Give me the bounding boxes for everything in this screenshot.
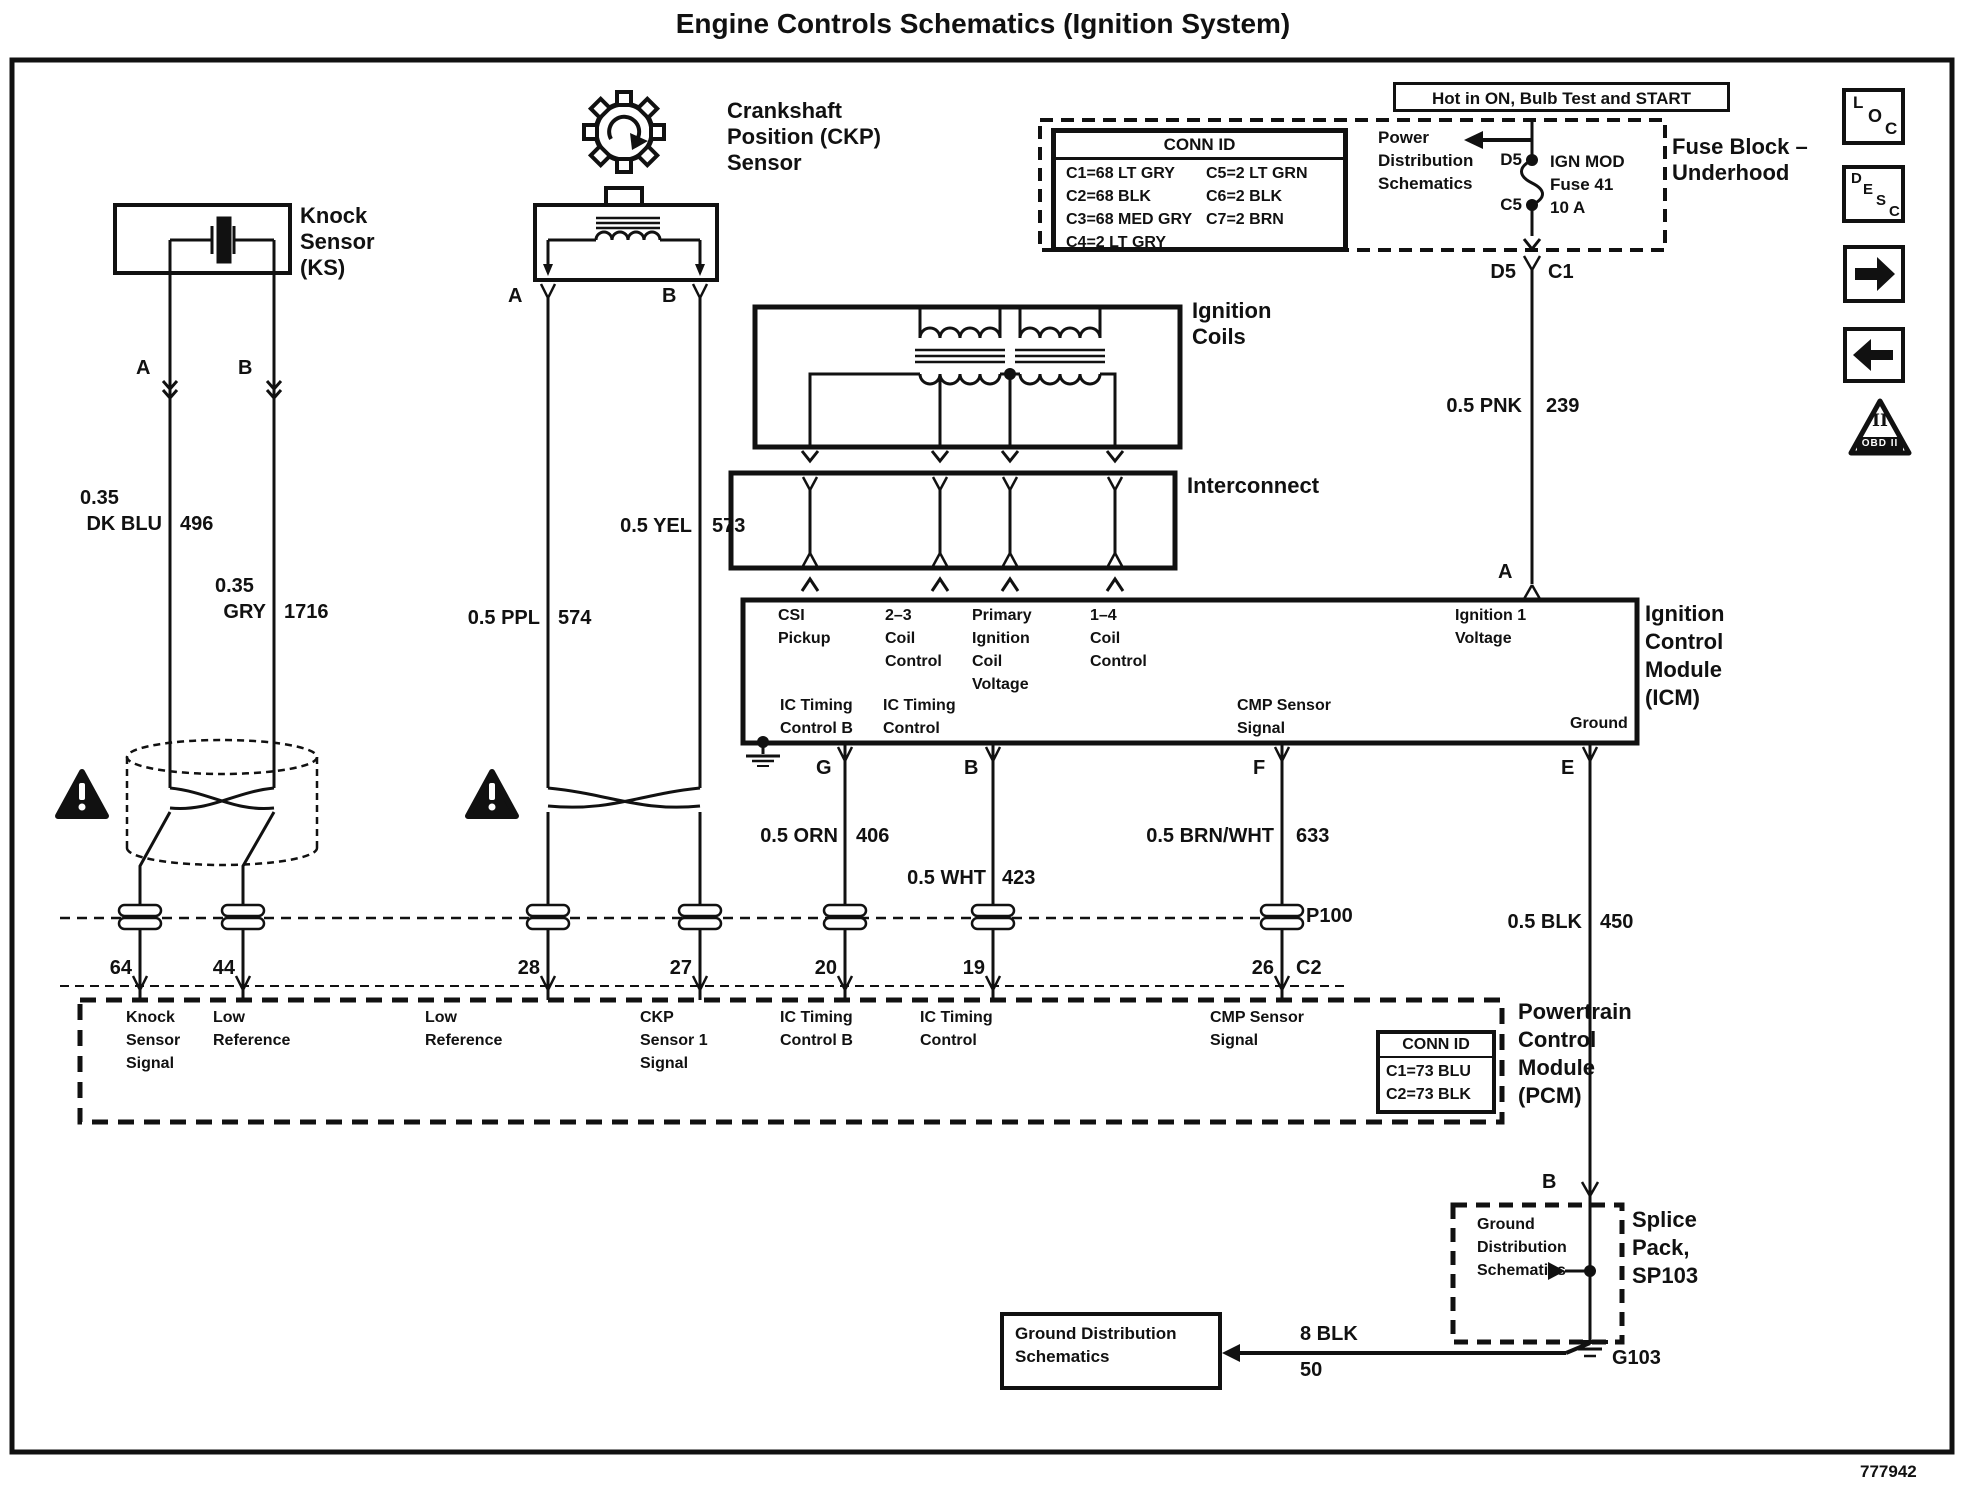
knock-sensor-label: Knock Sensor (KS) [300,203,375,280]
fuse-pin-c5: C5 [1500,195,1522,214]
interconnect-symbol [731,473,1175,591]
conn-id-col2: C5=2 LT GRN C6=2 BLK C7=2 BRN [1206,165,1308,228]
ignition-coils-symbol [755,307,1180,447]
desc-letter: C [1889,203,1900,220]
pcm-conn-id-rows: C1=73 BLU C2=73 BLK [1386,1063,1471,1103]
wire-yel-circuit: 573 [712,515,746,537]
pcm-pin-44: 44 [212,957,235,979]
pcm-name: Powertrain Control Module (PCM) [1518,999,1632,1108]
icm-ground-label: Ground [1570,715,1628,732]
pcm-knock-sensor-signal: Knock Sensor Signal [126,1009,181,1072]
icm-14-coil-control: 1–4 Coil Control [1090,607,1147,670]
desc-letter: E [1863,181,1874,198]
icm-pin-g: G [816,757,832,779]
wire-brnwht-label: 0.5 BRN/WHT [1146,825,1274,847]
warning-triangle-icon [58,772,106,816]
inline-connector-barrels [119,905,1303,929]
pcm-connector-c2: C2 [1296,957,1322,979]
icm-ic-timing-control-b: IC Timing Control B [780,697,853,737]
wire-gry-circuit: 1716 [284,601,329,623]
wire-blk-circuit: 450 [1600,911,1634,933]
g103-label: G103 [1612,1347,1661,1369]
icm-pin-e: E [1561,757,1575,779]
ckp-sensor-symbol [535,188,717,280]
pcm-pin-26: 26 [1251,957,1274,979]
reluctor-gear-icon [584,92,664,172]
warning-triangle-icon [468,772,516,816]
icm-pin-f: F [1253,757,1266,779]
loc-letter: C [1885,119,1898,138]
loc-letter: O [1868,106,1883,126]
power-distribution-ref: Power Distribution Schematics [1378,128,1474,193]
pcm-low-reference-1: Low Reference [213,1009,291,1049]
icm-pin-a: A [1498,561,1513,583]
pcm-pin-64: 64 [109,957,132,979]
obd2-badge [1848,398,1912,458]
splice-pack-name: Splice Pack, SP103 [1632,1207,1699,1288]
ground-distribution-box [1000,1312,1222,1390]
ckp-pin-connectors [541,284,707,298]
p100-connector-label: P100 [1306,905,1353,927]
wire-dkblu-color: DK BLU [86,513,162,535]
icm-pin-connectors [838,747,1597,761]
left-arrow-icon [1847,331,1901,379]
pcm-pin-20: 20 [814,957,837,979]
ground-distribution-label: Ground Distribution Schematics [1015,1324,1177,1366]
ckp-wires [548,298,700,1000]
wire-dkblu-size: 0.35 [80,487,119,509]
icm-cmp-sensor-signal: CMP Sensor Signal [1237,697,1331,737]
wire-blk-label: 0.5 BLK [1507,911,1582,933]
loc-nav-button[interactable] [1842,88,1905,145]
pcm-pin-19: 19 [962,957,985,979]
desc-letter: D [1851,170,1862,187]
wire-pnk-circuit: 239 [1546,395,1580,417]
ckp-pin-a: A [508,285,523,307]
knock-pin-a: A [136,357,151,379]
twisted-pair-ckp [548,788,700,807]
icm-primary-coil-voltage: Primary Ignition Coil Voltage [972,607,1032,693]
wire-orn-circuit: 406 [856,825,890,847]
pcm-pin-28: 28 [517,957,540,979]
pcm-ic-timing-control: IC Timing Control [920,1009,993,1049]
desc-letter: S [1876,192,1887,209]
wire-gry-color: GRY [223,601,266,623]
pcm-ckp-sensor1-signal: CKP Sensor 1 Signal [640,1009,708,1072]
pcm-pin-connectors [133,976,1289,990]
wire-dkblu-circuit: 496 [180,513,214,535]
coil-output-arrows [802,451,1123,461]
wire-pnk-label: 0.5 PNK [1446,395,1522,417]
icm-ignition1-voltage: Ignition 1 Voltage [1455,607,1527,647]
wire-ppl-circuit: 574 [558,607,592,629]
splice-pin-b: B [1542,1171,1557,1193]
wire-wht-label: 0.5 WHT [907,867,986,889]
conn-id-header: CONN ID [1056,133,1343,160]
previous-page-button[interactable] [1843,327,1905,383]
ignition-coils-label: Ignition Coils [1192,298,1272,349]
icm-pin-b: B [964,757,979,779]
ckp-pin-b: B [662,285,677,307]
icm-name: Ignition Control Module (ICM) [1645,601,1725,710]
pcm-low-reference-2: Low Reference [425,1009,503,1049]
pcm-conn-id-header: CONN ID [1380,1034,1492,1058]
twisted-pair-ks [170,788,274,809]
wire-gry-size: 0.35 [215,575,254,597]
wire-8blk-label: 8 BLK [1300,1323,1358,1345]
pcm-cmp-sensor-signal: CMP Sensor Signal [1210,1009,1304,1049]
wire-8blk-circuit: 50 [1300,1359,1323,1381]
knock-sensor-symbol [115,205,290,273]
wire-orn-label: 0.5 ORN [760,825,838,847]
fuse-label: IGN MOD Fuse 41 10 A [1550,152,1625,217]
interconnect-label: Interconnect [1187,473,1320,498]
conn-id-table [1051,128,1348,252]
pcm-conn-id-table [1376,1030,1496,1114]
doc-number: 777942 [1860,1462,1917,1481]
icm-ic-timing-control: IC Timing Control [883,697,956,737]
page-title: Engine Controls Schematics (Ignition System) [675,8,1291,39]
wire-ppl-label: 0.5 PPL [467,607,540,629]
next-page-button[interactable] [1843,245,1905,303]
wire-yel-label: 0.5 YEL [620,515,692,537]
desc-nav-button[interactable] [1842,165,1905,223]
splice-ground-dist-ref: Ground Distribution Schematics [1477,1216,1567,1279]
obd2-numeral: II [1872,411,1888,431]
wire-wht-circuit: 423 [1002,867,1036,889]
pcm-pin-27: 27 [669,957,692,979]
knock-pin-b: B [238,357,253,379]
loc-letter: L [1853,93,1864,112]
conn-id-col1: C1=68 LT GRY C2=68 BLK C3=68 MED GRY C4=2 LT GRY [1066,165,1193,251]
pcm-ic-timing-control-b: IC Timing Control B [780,1009,853,1049]
hot-in-on-label: Hot in ON, Bulb Test and START [1431,89,1692,108]
conn-pin-d5: D5 [1490,261,1516,283]
fuse-block-label: Fuse Block – Underhood [1672,134,1808,185]
conn-pin-c1: C1 [1548,261,1574,283]
fuse-pin-d5: D5 [1500,150,1522,169]
hot-in-on-box [1393,82,1730,112]
icm-23-coil-control: 2–3 Coil Control [885,607,942,670]
ckp-sensor-label: Crankshaft Position (CKP) Sensor [727,98,881,175]
right-arrow-icon [1847,249,1901,299]
icm-csi-pickup: CSI Pickup [778,607,831,647]
obd2-label: OBD II [1857,437,1903,451]
wire-brnwht-circuit: 633 [1296,825,1330,847]
ground-wire-8blk [1222,1343,1590,1362]
